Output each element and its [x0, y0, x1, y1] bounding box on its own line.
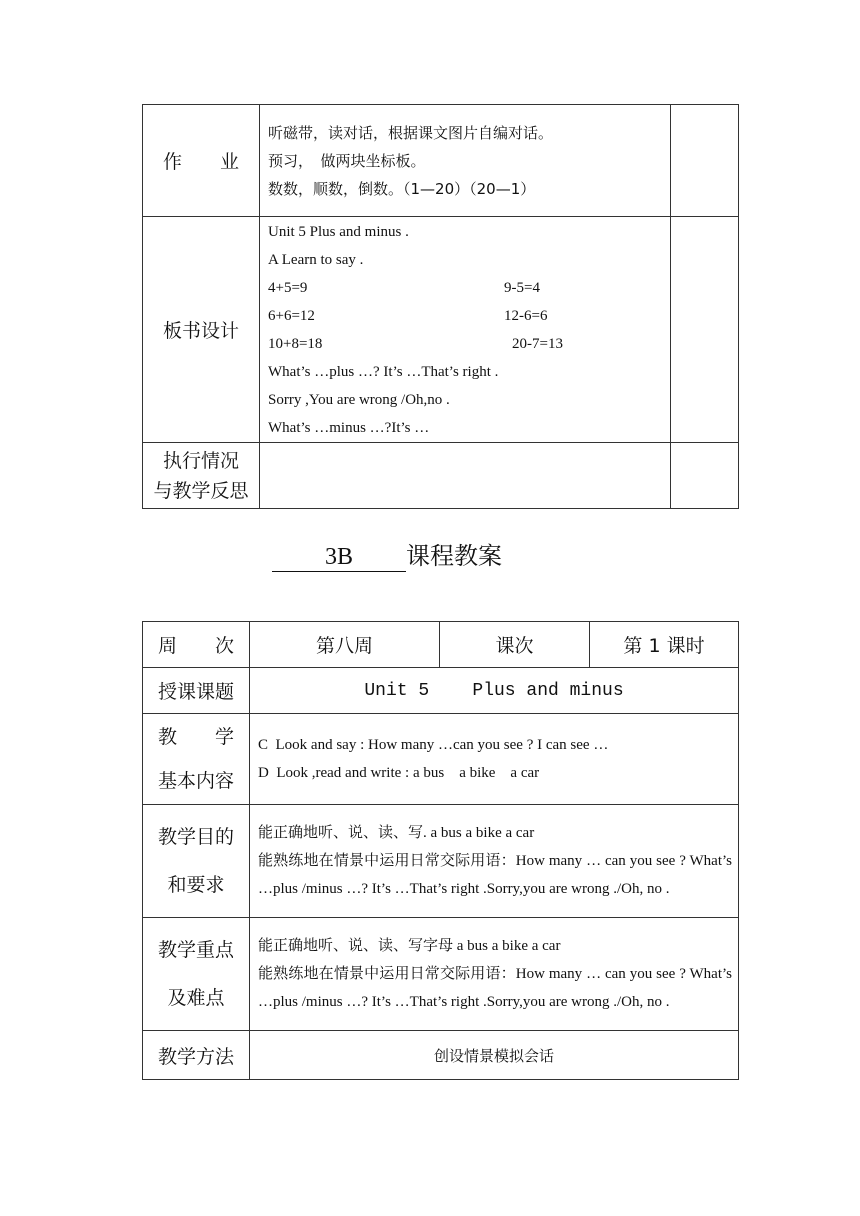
- key-points-label-line: 及难点: [167, 987, 225, 1009]
- equation-row: [268, 274, 670, 302]
- board-line: Unit 5 Plus and minus .: [268, 223, 409, 240]
- equation-row: [268, 302, 670, 330]
- reflection-label: [143, 443, 260, 509]
- board-design-content: [260, 217, 671, 443]
- equation-row: [268, 330, 670, 358]
- page-title: [272, 536, 592, 576]
- class-code: 3B: [272, 543, 406, 572]
- board-line: What’s …minus …?It’s …: [268, 419, 430, 436]
- lesson-label: 课次: [440, 622, 590, 668]
- homework-line: 数数，顺数，倒数。（1—20）（20—1）: [268, 179, 536, 198]
- lesson-plan-table: [142, 621, 739, 1080]
- content-label-line: 教 学: [157, 726, 234, 748]
- week-row: [143, 622, 739, 668]
- board-line: Sorry ,You are wrong /Oh,no .: [268, 391, 450, 408]
- reflection-row: [143, 443, 739, 509]
- goal-label-line: 和要求: [167, 874, 225, 896]
- topic-label: 授课课题: [143, 668, 250, 714]
- method-value: 创设情景模拟会话: [250, 1031, 739, 1080]
- board-line: A Learn to say .: [268, 251, 364, 268]
- content-line: C Look and say : How many …can you see ? I can see …: [258, 737, 609, 753]
- content-value: [250, 714, 739, 805]
- key-points-row: [143, 918, 739, 1031]
- goal-row: [143, 805, 739, 918]
- board-line: What’s …plus …? It’s …That’s right .: [268, 363, 499, 380]
- homework-line: 听磁带，读对话，根据课文图片自编对话。: [268, 123, 554, 142]
- equation-left: 10+8=18: [268, 335, 323, 352]
- goal-label-line: 教学目的: [157, 826, 234, 848]
- board-design-row: [143, 217, 739, 443]
- reflection-label-line: 执行情况: [162, 449, 239, 472]
- method-label: 教学方法: [143, 1031, 250, 1080]
- equation-right: 12-6=6: [504, 307, 548, 324]
- content-line: D Look ,read and write : a bus a bike a car: [258, 765, 540, 781]
- empty-cell: [671, 443, 739, 509]
- empty-cell: [671, 105, 739, 217]
- content-row: [143, 714, 739, 805]
- empty-cell: [671, 217, 739, 443]
- homework-label: 作 业: [143, 105, 260, 217]
- goal-label: [143, 805, 250, 918]
- reflection-content: [260, 443, 671, 509]
- method-row: [143, 1031, 739, 1080]
- homework-content: [260, 105, 671, 217]
- topic-row: [143, 668, 739, 714]
- content-label-line: 基本内容: [157, 770, 234, 792]
- title-text: 课程教案: [406, 542, 502, 570]
- lesson-plan-table-top: [142, 104, 739, 509]
- content-label: [143, 714, 250, 805]
- homework-row: [143, 105, 739, 217]
- week-label: 周 次: [143, 622, 250, 668]
- key-points-value: 能正确地听、说、读、写字母 a bus a bike a car 能熟练地在情景中运用日常交际用语：How many … can you see ? What’s …plus /minus …? It’s …That’s right .Sorry,you are wrong ./Oh, no .: [250, 918, 739, 1031]
- homework-line: 预习， 做两块坐标板。: [268, 151, 426, 170]
- board-design-label: 板书设计: [143, 217, 260, 443]
- reflection-label-line: 与教学反思: [153, 479, 249, 502]
- equation-right: 20-7=13: [512, 335, 563, 352]
- goal-value: 能正确地听、说、读、写. a bus a bike a car 能熟练地在情景中运用日常交际用语：How many … can you see ? What’s …plus /minus …? It’s …That’s right .Sorry,you are wrong ./Oh, no .: [250, 805, 739, 918]
- equation-left: 4+5=9: [268, 279, 308, 296]
- lesson-value: 第 1 课时: [590, 622, 739, 668]
- equation-right: 9-5=4: [504, 279, 540, 296]
- key-points-label-line: 教学重点: [157, 939, 234, 961]
- equation-left: 6+6=12: [268, 307, 315, 324]
- week-value: 第八周: [250, 622, 440, 668]
- key-points-label: [143, 918, 250, 1031]
- topic-value: Unit 5 Plus and minus: [250, 668, 739, 714]
